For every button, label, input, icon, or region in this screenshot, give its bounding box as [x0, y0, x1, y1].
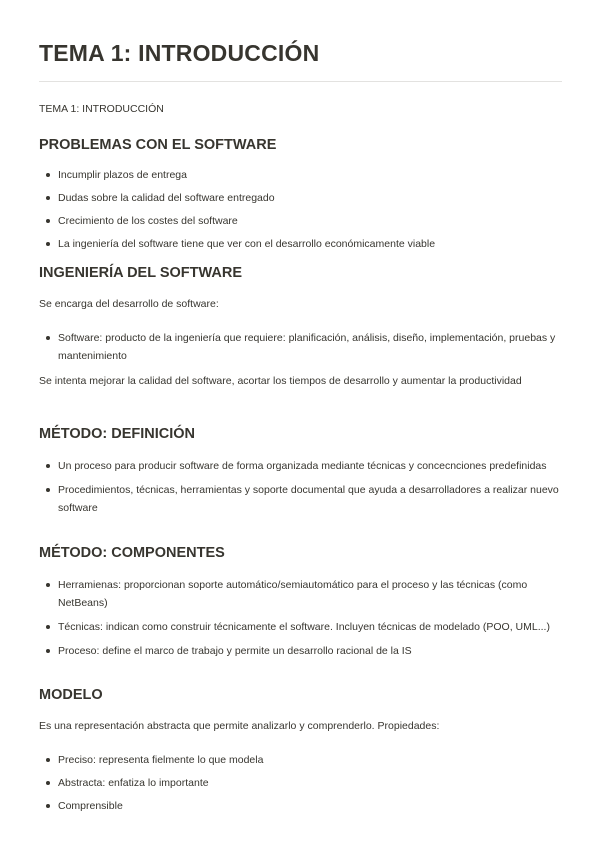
title-divider: [39, 81, 562, 82]
list-item: Proceso: define el marco de trabajo y permite un desarrollo racional de la IS: [39, 642, 559, 660]
list-ingenieria: [39, 329, 559, 365]
page-title: TEMA 1: INTRODUCCIÓN: [39, 40, 320, 66]
heading-problemas: PROBLEMAS CON EL SOFTWARE: [39, 137, 277, 153]
paragraph-ingenieria-intro: Se encarga del desarrollo de software:: [39, 298, 219, 310]
paragraph-modelo-intro: Es una representación abstracta que permite analizarlo y comprenderlo. Propiedades:: [39, 720, 440, 732]
list-metodo-componentes: [39, 576, 559, 660]
heading-metodo-definicion: MÉTODO: DEFINICIÓN: [39, 426, 196, 442]
list-item: Técnicas: indican como construir técnicamente el software. Incluyen técnicas de modelado (POO, UML...): [39, 618, 559, 636]
list-modelo: [39, 751, 559, 815]
list-item: Crecimiento de los costes del software: [39, 212, 559, 230]
paragraph-ingenieria-outro: Se intenta mejorar la calidad del software, acortar los tiempos de desarrollo y aumentar la productividad: [39, 375, 522, 387]
list-item: Dudas sobre la calidad del software entregado: [39, 189, 559, 207]
list-item: Abstracta: enfatiza lo importante: [39, 774, 559, 792]
breadcrumb: TEMA 1: INTRODUCCIÓN: [39, 103, 164, 115]
heading-metodo-componentes: MÉTODO: COMPONENTES: [39, 545, 225, 561]
list-item: Software: producto de la ingeniería que requiere: planificación, análisis, diseño, implementación, pruebas y mantenimiento: [39, 329, 559, 365]
heading-modelo: MODELO: [39, 687, 103, 703]
list-item: La ingeniería del software tiene que ver con el desarrollo económicamente viable: [39, 235, 559, 253]
list-item: Un proceso para producir software de forma organizada mediante técnicas y concecnciones predefinidas: [39, 457, 559, 475]
heading-ingenieria: INGENIERÍA DEL SOFTWARE: [39, 265, 243, 281]
list-item: Procedimientos, técnicas, herramientas y soporte documental que ayuda a desarrolladores a realizar nuevo software: [39, 481, 559, 517]
list-problemas: [39, 166, 559, 253]
list-item: Preciso: representa fielmente lo que modela: [39, 751, 559, 769]
list-metodo-definicion: [39, 457, 559, 517]
list-item: Comprensible: [39, 797, 559, 815]
list-item: Incumplir plazos de entrega: [39, 166, 559, 184]
list-item: Herramienas: proporcionan soporte automático/semiautomático para el proceso y las técnicas (como NetBeans): [39, 576, 559, 612]
